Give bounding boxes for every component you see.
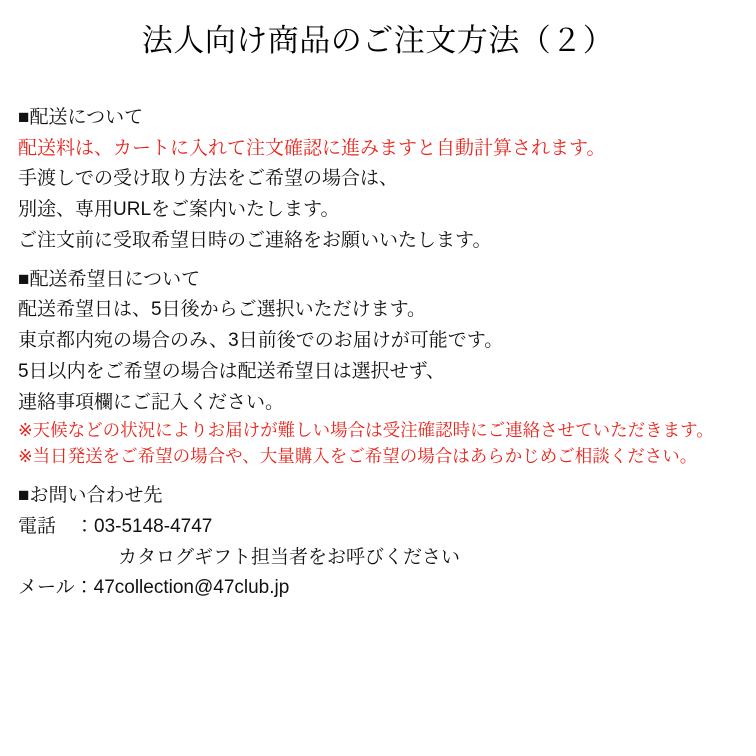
contact-phone-label: 電話 ： <box>18 515 95 537</box>
document-body <box>10 103 746 604</box>
shipping-line-2: 手渡しでの受け取り方法をご希望の場合は、 <box>18 168 399 190</box>
section-heading-shipping: ■配送について <box>18 106 144 128</box>
contact-phone-value: 03-5148-4747 <box>94 515 213 537</box>
contact-mail-row <box>18 573 746 604</box>
delivery-line-3: 5日以内をご希望の場合は配送希望日は選択せず、 <box>18 360 446 382</box>
shipping-line-3: 別途、専用URLをご案内いたします。 <box>18 199 340 221</box>
delivery-note-2: ※当日発送をご希望の場合や、大量購入をご希望の場合はあらかじめご相談ください。 <box>18 445 698 466</box>
section-contact <box>18 481 746 604</box>
delivery-note-1: ※天候などの状況によりお届けが難しい場合は受注確認時にご連絡させていただきます。 <box>18 420 714 441</box>
contact-phone-note: カタログギフト担当者をお呼びください <box>118 546 461 568</box>
contact-mail-label: メール： <box>18 577 94 599</box>
delivery-line-4: 連絡事項欄にご記入ください。 <box>18 391 285 413</box>
contact-mail-value: 47collection@47club.jp <box>93 577 290 599</box>
page-title: 法人向け商品のご注文方法（２） <box>141 23 615 58</box>
contact-phone-row <box>18 512 746 543</box>
delivery-line-2: 東京都内宛の場合のみ、3日前後でのお届けが可能です。 <box>18 330 504 352</box>
delivery-line-1: 配送希望日は、5日後からご選択いただけます。 <box>18 299 427 321</box>
section-shipping <box>18 103 746 257</box>
section-delivery-date <box>18 265 746 470</box>
shipping-line-1: 配送料は、カートに入れて注文確認に進みますと自動計算されます。 <box>18 137 606 159</box>
section-heading-contact: ■お問い合わせ先 <box>18 485 163 507</box>
shipping-line-4: ご注文前に受取希望日時のご連絡をお願いいたします。 <box>18 229 492 251</box>
section-heading-delivery-date: ■配送希望日について <box>18 268 201 290</box>
spacer <box>18 471 746 481</box>
